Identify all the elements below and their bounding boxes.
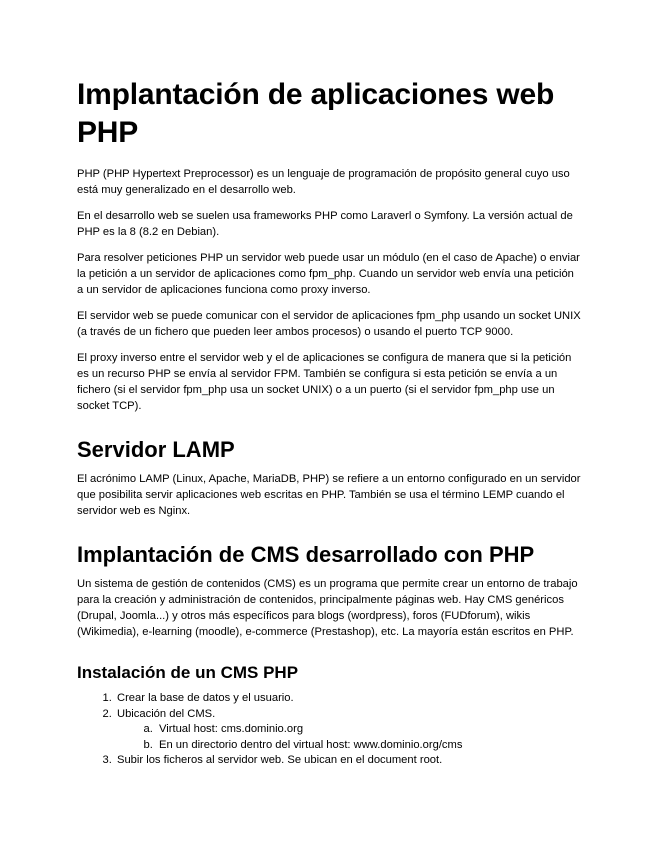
intro-paragraph-frameworks: En el desarrollo web se suelen usa frameworks PHP como Laraverl o Symfony. La versión actual de PHP es la 8 (8.2 en Debian). <box>77 210 573 238</box>
install-steps-list <box>77 691 582 769</box>
list-item <box>115 753 582 769</box>
substep-directory: En un directorio dentro del virtual host: www.dominio.org/cms <box>159 738 463 751</box>
document-content <box>77 76 582 769</box>
intro-paragraph-socket: El servidor web se puede comunicar con el servidor de aplicaciones fpm_php usando un socket UNIX (a través de un fichero que pueden leer ambos procesos) o usando el puerto TCP 9000. <box>77 310 581 338</box>
intro-paragraph-proxy: El proxy inverso entre el servidor web y el de aplicaciones se configura de manera que si la petición es un recurso PHP se envía al servidor FPM. También se configura si esta petición se envía a un fichero (si el servidor fpm_php usa un socket UNIX) o a un puerto (si el servidor fpm_php use un socket TCP). <box>77 352 572 412</box>
install-step-2: Ubicación del CMS. <box>117 707 216 720</box>
cms-location-sublist <box>117 722 582 753</box>
cms-heading: Implantación de CMS desarrollado con PHP <box>77 542 535 567</box>
cms-paragraph: Un sistema de gestión de contenidos (CMS) es un programa que permite crear un entorno de trabajo para la creación y administración de contenidos, principalmente páginas web. Hay CMS genéricos (Drupal, Joomla...) y otros más específicos para blogs (wordpress), foros (FUDforum), wikis (Wikimedia), e-learning (moodle), e-commerce (Prestashop), etc. La mayoría están escritos en PHP. <box>77 578 578 638</box>
lamp-heading: Servidor LAMP <box>77 437 235 462</box>
install-heading: Instalación de un CMS PHP <box>77 663 299 682</box>
lamp-paragraph: El acrónimo LAMP (Linux, Apache, MariaDB, PHP) se refiere a un entorno configurado en un servidor que posibilita servir aplicaciones web escritas en PHP. También se usa el término LEMP cuando el servidor web es Nginx. <box>77 473 581 517</box>
intro-paragraph-php: PHP (PHP Hypertext Preprocessor) es un lenguaje de programación de propósito general cuyo uso está muy generalizado en el desarrollo web. <box>77 168 570 196</box>
list-item <box>156 738 582 754</box>
list-item <box>156 722 582 738</box>
list-item <box>115 707 582 754</box>
install-step-3: Subir los ficheros al servidor web. Se ubican en el document root. <box>117 754 443 766</box>
list-item <box>115 691 582 707</box>
intro-paragraph-requests: Para resolver peticiones PHP un servidor web puede usar un módulo (en el caso de Apache) o enviar la petición a un servidor de aplicaciones como fpm_php. Cuando un servidor web envía una petición a un servidor de aplicaciones funciona como proxy inverso. <box>77 252 580 296</box>
page-title: Implantación de aplicaciones web PHP <box>77 78 555 149</box>
install-step-1: Crear la base de datos y el usuario. <box>117 692 294 704</box>
substep-virtual-host: Virtual host: cms.dominio.org <box>159 723 304 735</box>
